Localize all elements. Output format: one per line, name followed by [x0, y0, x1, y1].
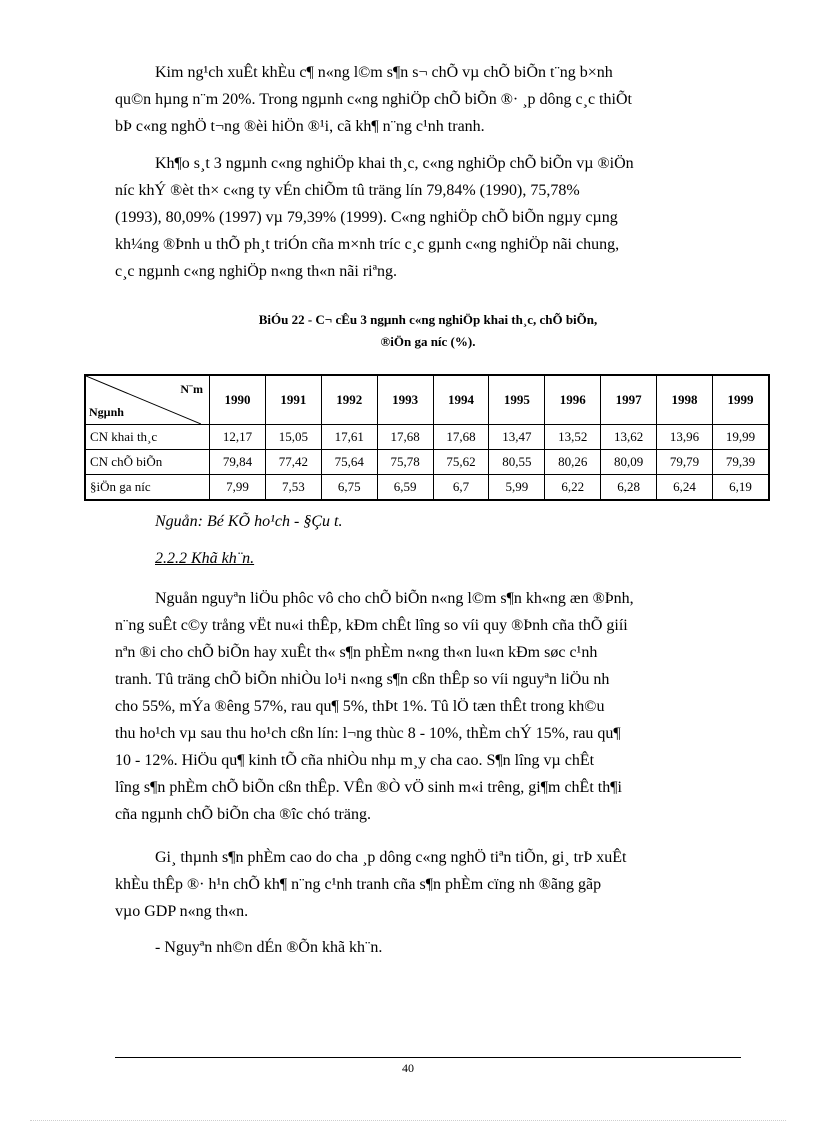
- text-line: Kim ng¹ch xuÊt khÈu c¶ n«ng l©m s¶n s¬ chÕ vµ chÕ biÕn t¨ng b×nh: [155, 64, 613, 81]
- text-line: c¸c ngµnh c«ng nghiÖp n«ng th«n nãi riªng.: [115, 263, 398, 280]
- text-line: kh¼ng ®Þnh u thÕ ph¸t triÓn cña m×nh tríc c¸c gµnh c«ng nghiÖp nãi chung,: [115, 236, 620, 253]
- paragraph-product-cost: [115, 844, 741, 925]
- text-line: thu ho¹ch vµ sau thu ho¹ch cßn lín: l¬ng thùc 8 - 10%, thÈm chÝ 15%, rau qu¶: [115, 725, 621, 742]
- table-cell: 6,75: [321, 475, 377, 501]
- text-line: Nguån nguyªn liÖu phôc vô cho chÕ biÕn n«ng l©m s¶n kh«ng æn ®Þnh,: [155, 590, 634, 607]
- text-line: Kh¶o s¸t 3 ngµnh c«ng nghiÖp khai th¸c, c«ng nghiÖp chÕ biÕn vµ ®iÖn: [155, 155, 634, 172]
- text-line: nªn ®i cho chÕ biÕn hay xuÊt th« s¶n phÈm n«ng th«n lu«n kÐm søc c¹nh: [115, 644, 598, 661]
- year-header: 1994: [433, 375, 489, 425]
- table-cell: 80,09: [601, 450, 657, 475]
- table-header-row: [85, 375, 769, 425]
- table-cell: 6,24: [657, 475, 713, 501]
- footer-divider: [115, 1057, 741, 1058]
- table-cell: 13,62: [601, 425, 657, 450]
- text-line: Gi¸ thµnh s¶n phÈm cao do cha ¸p dông c«ng nghÖ tiªn tiÕn, gi¸ trÞ xuÊt: [155, 849, 627, 866]
- table-cell: 15,05: [265, 425, 321, 450]
- table-cell: 7,99: [210, 475, 266, 501]
- paragraph-industry-survey: [115, 150, 741, 285]
- table-cell: 6,19: [712, 475, 769, 501]
- table-cell: 79,79: [657, 450, 713, 475]
- table-cell: 19,99: [712, 425, 769, 450]
- row-label: CN khai th¸c: [85, 425, 210, 450]
- year-header: 1991: [265, 375, 321, 425]
- year-header: 1990: [210, 375, 266, 425]
- text-line: bÞ c«ng nghÖ t¬ng ®èi hiÖn ®¹i, cã kh¶ n¨ng c¹nh tranh.: [115, 118, 485, 135]
- text-line: (1993), 80,09% (1997) vµ 79,39% (1999). C«ng nghiÖp chÕ biÕn ngµy cµng: [115, 209, 618, 226]
- corner-label-sector: Ngµnh: [89, 405, 124, 419]
- table-cell: 13,47: [489, 425, 545, 450]
- table-row: [85, 450, 769, 475]
- table-cell: 6,22: [545, 475, 601, 501]
- table-cell: 79,39: [712, 450, 769, 475]
- text-line: qu©n hµng n¨m 20%. Trong ngµnh c«ng nghiÖp chÕ biÕn ®· ¸p dông c¸c thiÕt: [115, 91, 632, 108]
- table-cell: 17,61: [321, 425, 377, 450]
- table-cell: 12,17: [210, 425, 266, 450]
- text-line: khÈu thÊp ®· h¹n chÕ kh¶ n¨ng c¹nh tranh cña s¶n phÈm cïng nh ®ãng gãp: [115, 876, 602, 893]
- table-cell: 5,99: [489, 475, 545, 501]
- table-cell: 75,78: [377, 450, 433, 475]
- table-cell: 7,53: [265, 475, 321, 501]
- page-number: 40: [402, 1061, 414, 1075]
- year-header: 1993: [377, 375, 433, 425]
- table-cell: 6,28: [601, 475, 657, 501]
- row-label: §iÖn ga níc: [85, 475, 210, 501]
- text-line: 10 - 12%. HiÖu qu¶ kinh tÕ cña nhiÒu nhµ m¸y cha cao. S¶n lîng vµ chÊt: [115, 752, 595, 769]
- text-line: vµo GDP n«ng th«n.: [115, 903, 249, 920]
- text-line: - Nguyªn nh©n dÉn ®Õn khã kh¨n.: [155, 939, 383, 956]
- table-caption-line-1: BiÓu 22 - C¬ cÊu 3 ngµnh c«ng nghiÖp khai th¸c, chÕ biÕn,: [258, 312, 598, 327]
- table-cell: 6,59: [377, 475, 433, 501]
- industry-structure-table: [84, 374, 770, 501]
- text-line: cña ngµnh chÕ biÕn cha ®îc chó träng.: [115, 806, 371, 823]
- table-cell: 80,55: [489, 450, 545, 475]
- section-subheading: 2.2.2 Khã kh¨n.: [155, 550, 255, 567]
- table-cell: 75,62: [433, 450, 489, 475]
- year-header: 1992: [321, 375, 377, 425]
- text-line: tranh. Tû träng chÕ biÕn nhiÒu lo¹i n«ng s¶n cßn thÊp so víi nguyªn liÖu nh: [115, 671, 610, 688]
- corner-label-year: N¨m: [180, 382, 203, 396]
- text-line: n¨ng suÊt c©y trång vËt nu«i thÊp, kÐm chÊt lîng so víi quy ®Þnh cña thÕ giíi: [115, 617, 628, 634]
- year-header: 1998: [657, 375, 713, 425]
- table-cell: 75,64: [321, 450, 377, 475]
- year-header: 1997: [601, 375, 657, 425]
- year-header: 1999: [712, 375, 769, 425]
- table-cell: 80,26: [545, 450, 601, 475]
- row-label: CN chÕ biÕn: [85, 450, 210, 475]
- paragraph-causes: [115, 934, 741, 961]
- table-corner-cell: [85, 375, 210, 425]
- table-cell: 77,42: [265, 450, 321, 475]
- text-line: cho 55%, mÝa ®êng 57%, rau qu¶ 5%, thÞt 1%. Tû lÖ tæn thÊt trong kh©u: [115, 698, 605, 715]
- paragraph-raw-material: [115, 585, 741, 828]
- table-row: [85, 425, 769, 450]
- text-line: níc khÝ ®èt th× c«ng ty vÉn chiÕm tû träng lín 79,84% (1990), 75,78%: [115, 182, 580, 199]
- table-cell: 17,68: [377, 425, 433, 450]
- table-cell: 13,52: [545, 425, 601, 450]
- table-cell: 6,7: [433, 475, 489, 501]
- year-header: 1996: [545, 375, 601, 425]
- source-note: Nguån: Bé KÕ ho¹ch - §Çu t.: [155, 513, 343, 530]
- table-caption-line-2: ®iÖn ga níc (%).: [380, 334, 476, 349]
- table-cell: 17,68: [433, 425, 489, 450]
- table-row: [85, 475, 769, 501]
- paragraph-export-turnover: [115, 59, 741, 140]
- year-header: 1995: [489, 375, 545, 425]
- table-cell: 13,96: [657, 425, 713, 450]
- page-edge: [30, 1120, 786, 1121]
- table-cell: 79,84: [210, 450, 266, 475]
- text-line: lîng s¶n phÈm chÕ biÕn cßn thÊp. VÊn ®Ò vÖ sinh m«i trêng, gi¶m chÊt th¶i: [115, 779, 622, 796]
